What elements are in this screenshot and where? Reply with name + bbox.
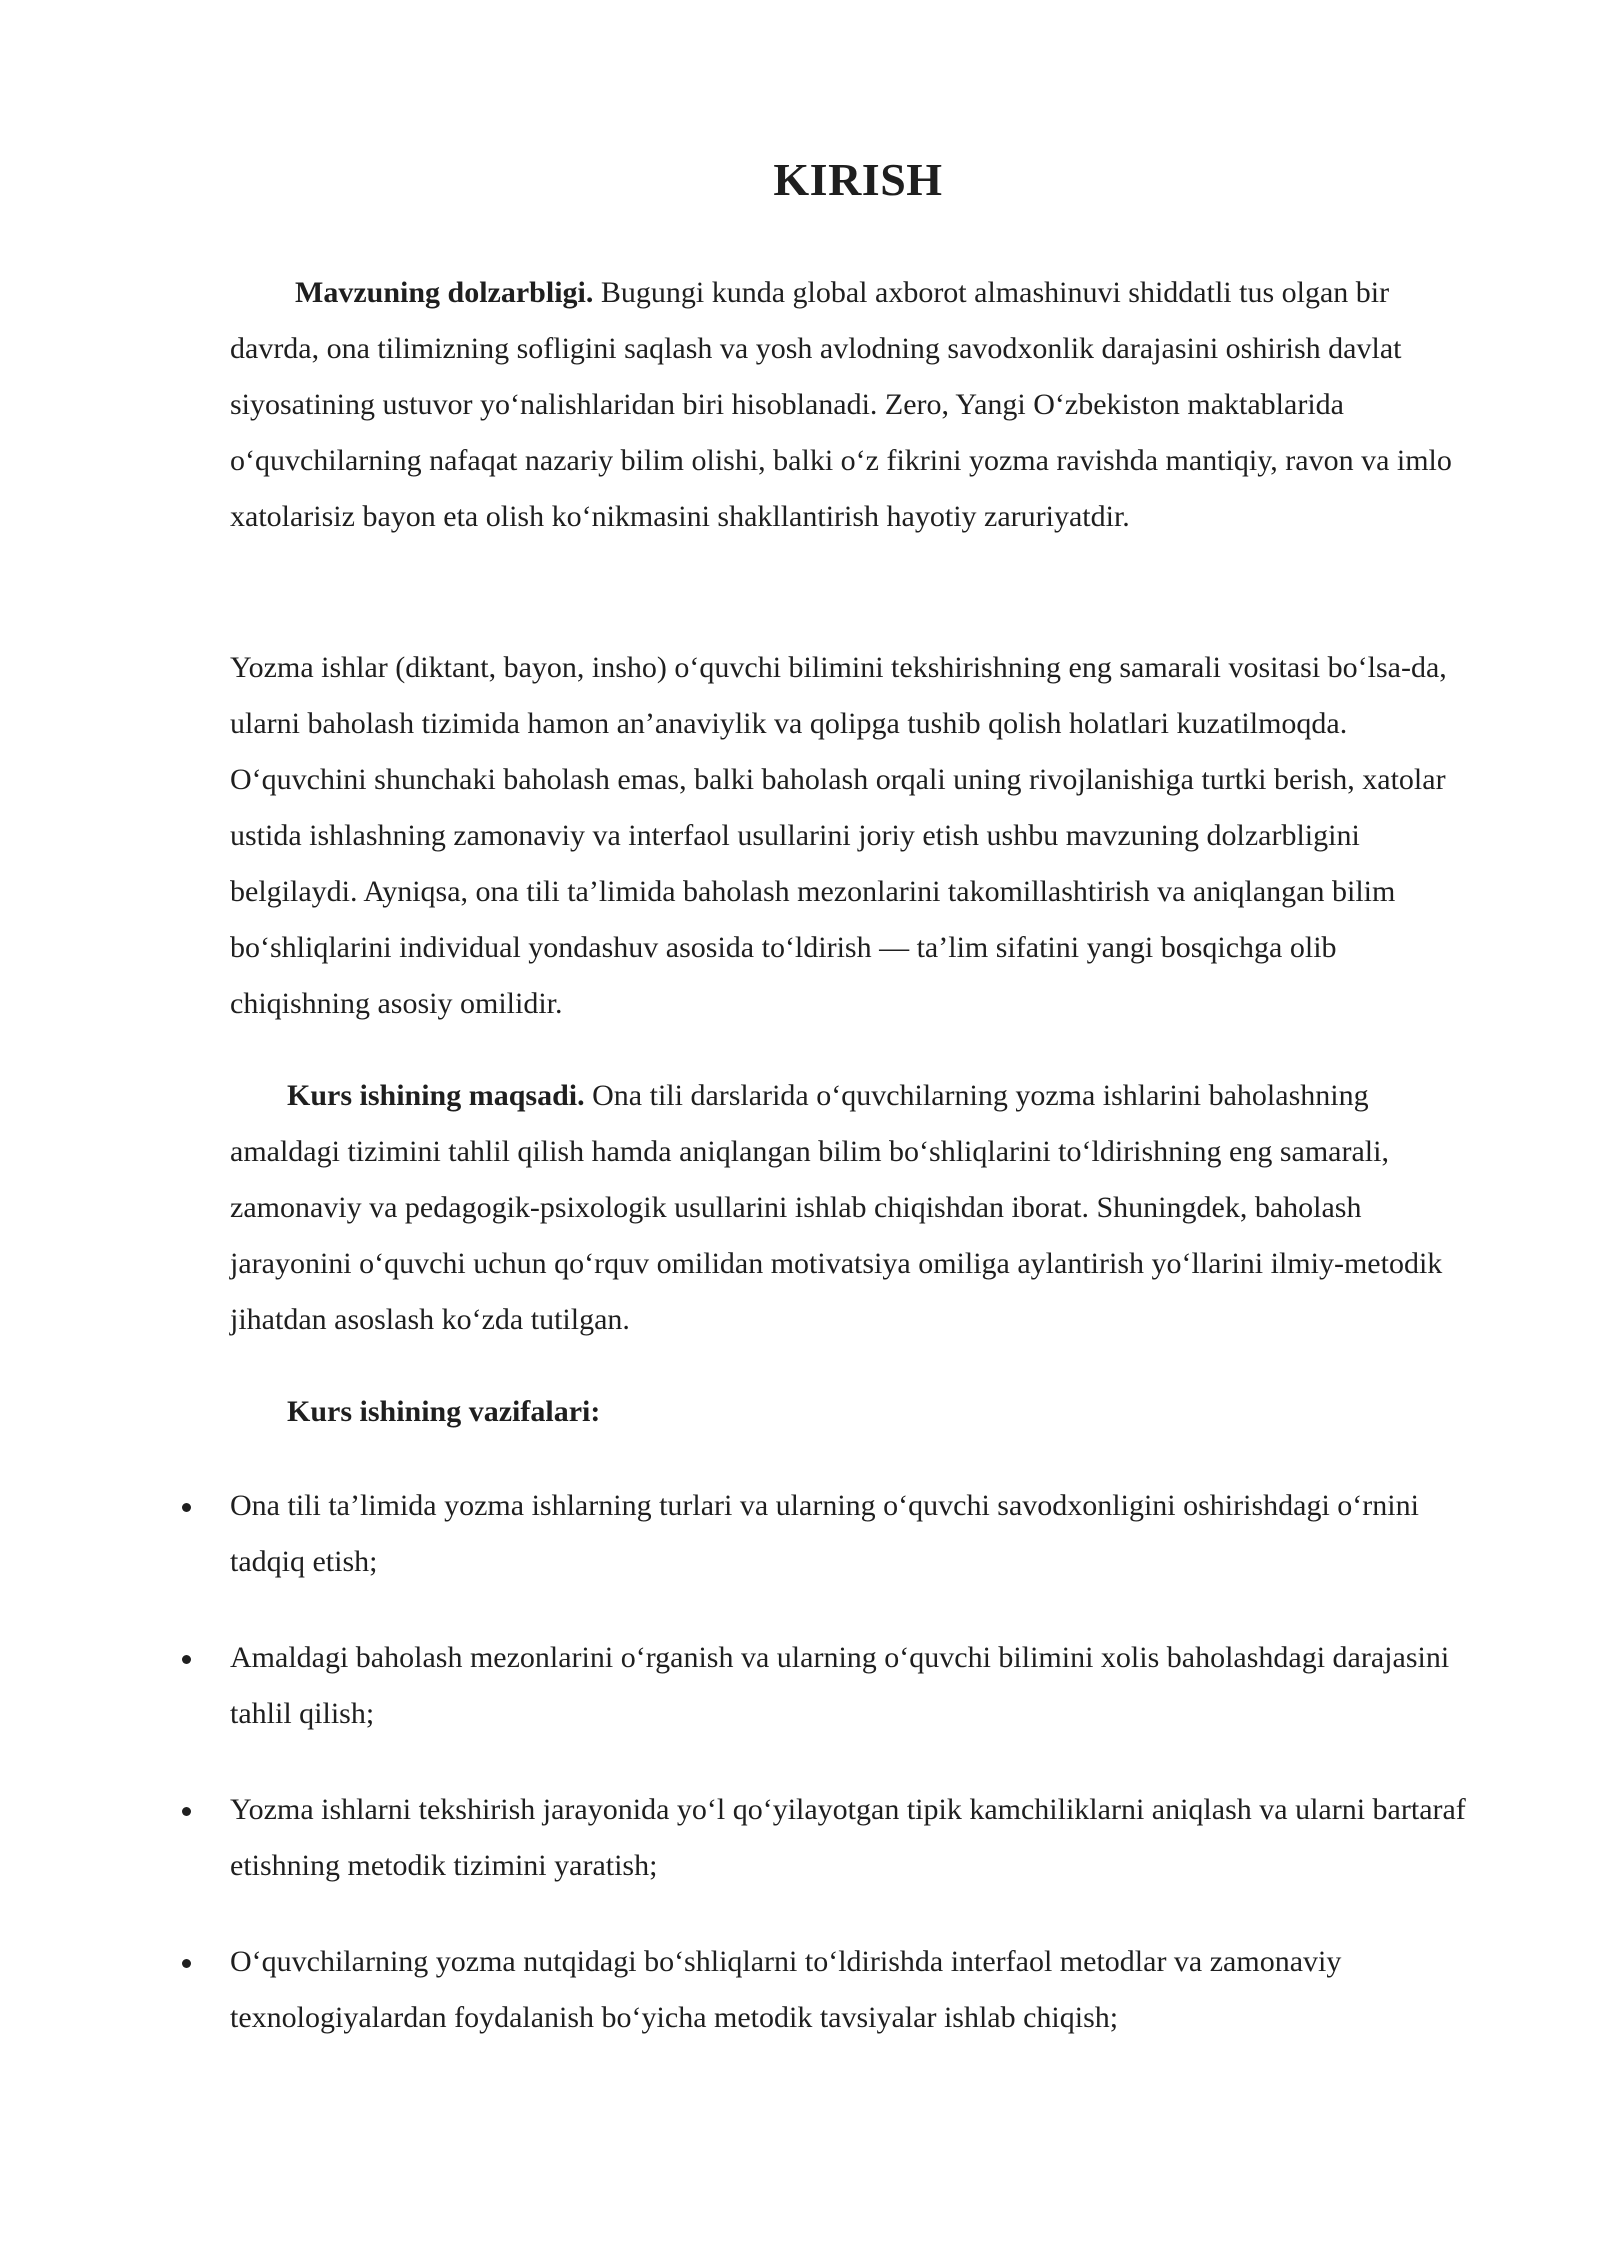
list-item: [230, 1630, 1480, 1742]
list-item-text: Ona tili ta’limida yozma ishlarning turlari va ularning o‘quvchi savodxonligini oshirishdagi o‘rnini tadqiq etish;: [230, 1489, 1419, 1578]
paragraph-body-aim: Ona tili darslarida o‘quvchilarning yozma ishlarini baholashning amaldagi tizimini tahlil qilish hamda aniqlangan bilim bo‘shliqlarini to‘ldirishning eng samarali, zamonaviy va pedagogik-psixologik usullarini ishlab chiqishdan iborat. Shuningdek, baholash jarayonini o‘quvchi uchun qo‘rquv omilidan motivatsiya omiliga aylantirish yo‘llarini ilmiy-metodik jihatdan asoslash ko‘zda tutilgan.: [230, 1079, 1443, 1336]
paragraph-lead-aim: Kurs ishining maqsadi.: [287, 1079, 585, 1112]
paragraph-lead-relevance: Mavzuning dolzarbligi.: [295, 276, 594, 309]
paragraph-body-written-work: Yozma ishlar (diktant, bayon, insho) o‘quvchi bilimini tekshirishning eng samarali vositasi bo‘lsa-da, ularni baholash tizimida hamon an’anaviylik va qolipga tushib qolish holatlari kuzatilmoqda. O‘quvchini shunchaki baholash emas, balki baholash orqali uning rivojlanishiga turtki berish, xatolar ustida ishlashning zamonaviy va interfaol usullarini joriy etish ushbu mavzuning dolzarbligini belgilaydi. Ayniqsa, ona tili ta’limida baholash mezonlarini takomillashtirish va aniqlangan bilim bo‘shliqlarini individual yondashuv asosida to‘ldirish — ta’lim sifatini yangi bosqichga olib chiqishning asosiy omilidir.: [230, 651, 1447, 1020]
bullet-icon: [182, 1503, 191, 1512]
list-item: [230, 1934, 1480, 2046]
paragraph-relevance: [230, 265, 1480, 545]
list-item-text: Yozma ishlarni tekshirish jarayonida yo‘l qo‘yilayotgan tipik kamchiliklarni aniqlash va ularni bartaraf etishning metodik tizimini yaratish;: [230, 1793, 1466, 1882]
page-title: KIRISH: [773, 154, 943, 205]
bullet-icon: [182, 1655, 191, 1664]
list-item: [230, 1782, 1480, 1894]
paragraph-body-relevance: Bugungi kunda global axborot almashinuvi shiddatli tus olgan bir davrda, ona tilimizning sofligini saqlash va yosh avlodning savodxonlik darajasini oshirish davlat siyosatining ustuvor yo‘nalishlaridan biri hisoblanadi. Zero, Yangi O‘zbekiston maktablarida o‘quvchilarning nafaqat nazariy bilim olishi, balki o‘z fikrini yozma ravishda mantiqiy, ravon va imlo xatolarisiz bayon eta olish ko‘nikmasini shakllantirish hayotiy zaruriyatdir.: [230, 276, 1452, 533]
list-item-text: O‘quvchilarning yozma nutqidagi bo‘shliqlarni to‘ldirishda interfaol metodlar va zamonaviy texnologiyalardan foydalanish bo‘yicha metodik tavsiyalar ishlab chiqish;: [230, 1945, 1342, 2034]
list-item: [230, 1478, 1480, 1590]
tasks-heading: Kurs ishining vazifalari:: [287, 1395, 601, 1428]
paragraph-aim: [230, 1068, 1480, 1348]
list-item-text: Amaldagi baholash mezonlarini o‘rganish va ularning o‘quvchi bilimini xolis baholashdagi darajasini tahlil qilish;: [230, 1641, 1450, 1730]
paragraph-written-work: [230, 640, 1480, 1032]
bullet-icon: [182, 1807, 191, 1816]
bullet-icon: [182, 1959, 191, 1968]
